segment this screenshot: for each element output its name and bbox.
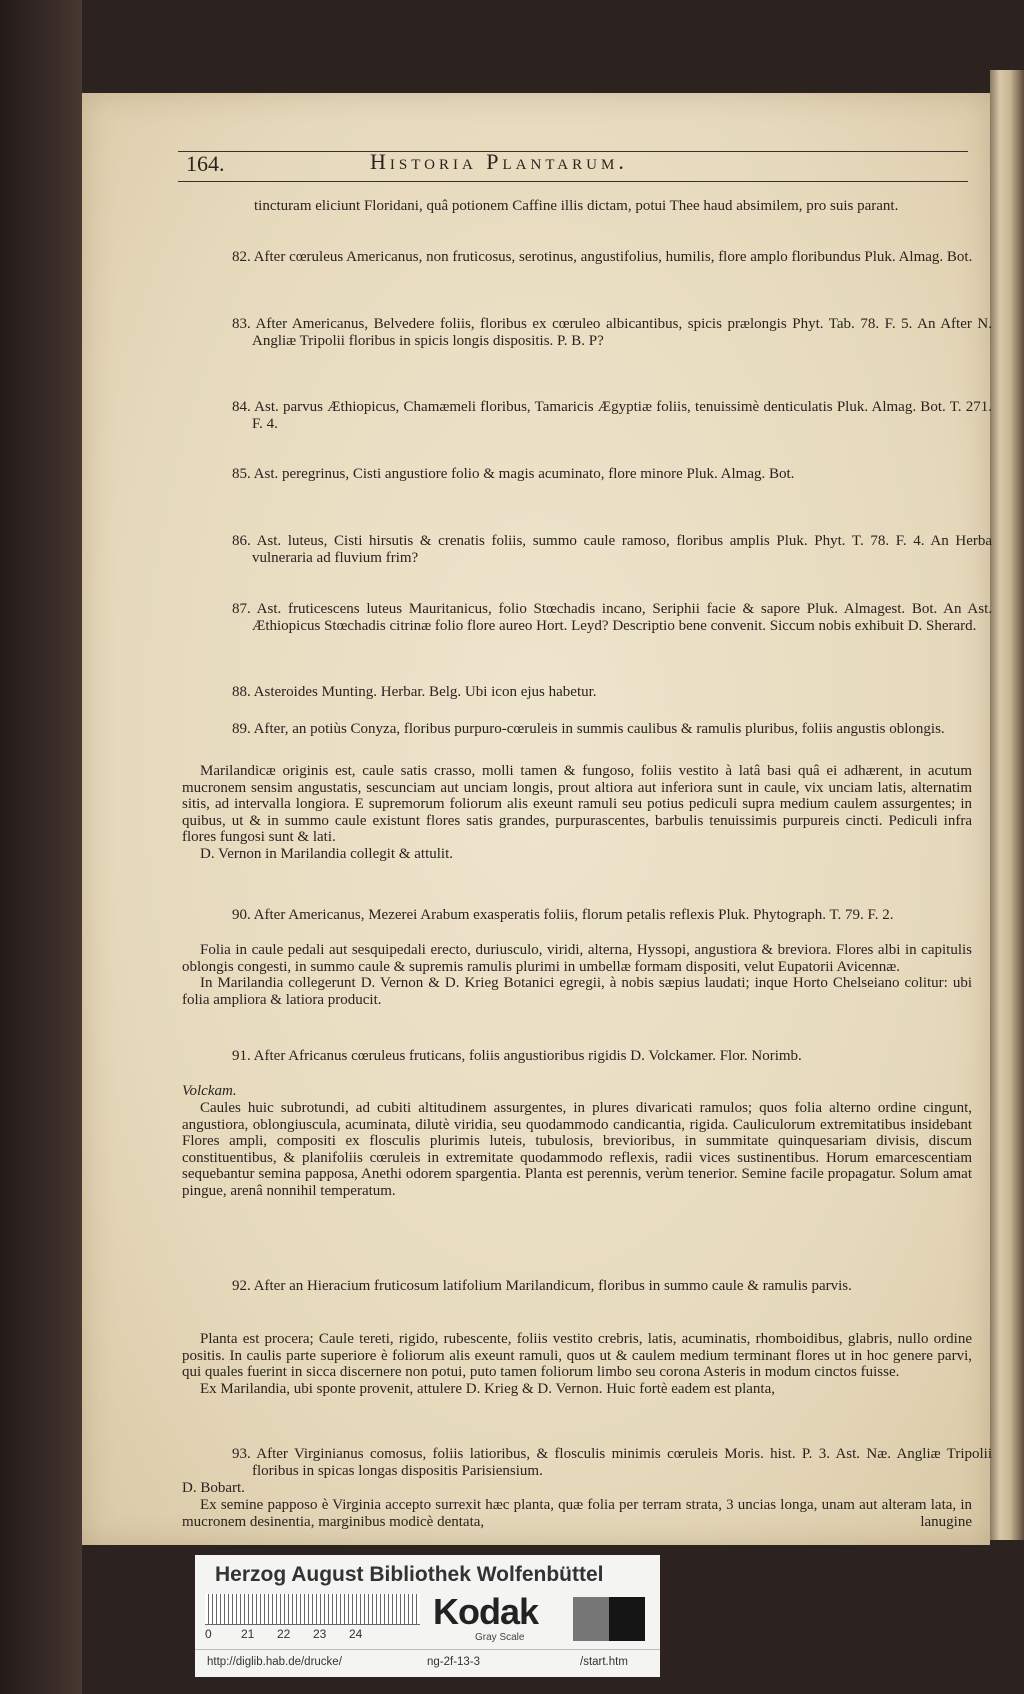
entry-90: 90. After Americanus, Mezerei Arabum exasperatis foliis, florum petalis reflexis Pluk. Phytograph. T. 79. F. 2. bbox=[232, 907, 894, 923]
entry-84: 84. Ast. parvus Æthiopicus, Chamæmeli floribus, Tamaricis Ægyptiæ foliis, tenuissimè denticulatis Pluk. Almag. Bot. T. 271. F. 4. bbox=[232, 399, 992, 432]
paragraph-89-body: Marilandicæ originis est, caule satis crasso, molli tamen & fungoso, foliis vestito à latâ basi quâ ei adhærent, in acutum mucronem sensim angustatis, sescunciam aut unciam longis, prout altiora aut inferiora sunt in caule, vix unciam latis, alternatim sitis, ad intervalla longiora. E supremorum foliorum alis exeunt ramuli seu potius pediculi supra medium caulem assurgentes; in quibus, ut & in summo caule existunt flores satis grandes, purpurascentes, barbulis tenuissimis purpureis cincti. Pediculi infra flores fungosi sunt & lati. bbox=[182, 763, 972, 845]
gray-swatch bbox=[573, 1597, 609, 1641]
header-rule-bottom bbox=[178, 181, 968, 182]
scale-ruler bbox=[205, 1594, 420, 1625]
scale-numbers bbox=[205, 1627, 425, 1641]
black-swatch bbox=[609, 1597, 645, 1641]
paragraph-93 bbox=[182, 1497, 972, 1530]
book-page bbox=[82, 93, 990, 1545]
entry-93: 93. After Virginianus comosus, foliis latioribus, & flosculis minimis cœruleis Moris. hist. P. 3. Ast. Næ. Angliæ Tripolii floribus in spicas longas dispositis Parisiensium. bbox=[232, 1446, 992, 1479]
entry-86: 86. Ast. luteus, Cisti hirsutis & crenatis foliis, summo caule ramoso, floribus amplis Pluk. Phyt. T. 78. F. 4. An Herba vulneraria ad fluvium frim? bbox=[232, 533, 992, 566]
paragraph-90-body: Folia in caule pedali aut sesquipedali erecto, duriusculo, viridi, alterna, Hyssopi, angustiora & breviora. Flores albi in capitulis oblongis congesti, in summo caule & supremis ramulis plurimi in umbellæ formam dispositi, velut Eupatorii Avicennæ. bbox=[182, 942, 972, 975]
entry-88: 88. Asteroides Munting. Herbar. Belg. Ubi icon ejus habetur. bbox=[232, 684, 597, 700]
paragraph-91-body: Caules huic subrotundi, ad cubiti altitudinem assurgentes, in plures divaricati ramulos; quos folia alterno ordine cingunt, angustiora, oblongiuscula, acuminata, dilutè viridia, seu quodammodo candicantia, rigida. Cauliculorum extremitatibus insidebant Flores ampli, compositi ex flosculis plurimis luteis, tubulosis, brevioribus, in summitate quinquesariam divisis, discum constituentibus, & planifoliis cœruleis in extremitate quodammodo reflexis, radii vices sustinentibus. Horum emarcescentiam sequebantur semina papposa, Anethi odorem spargentia. Planta est perennis, verùm tenerior. Semine facile propagatur. Solum amat pingue, arenâ nonnihil temperatum. bbox=[182, 1100, 972, 1199]
entry-85: 85. Ast. peregrinus, Cisti angustiore folio & magis acuminato, flore minore Pluk. Almag. Bot. bbox=[232, 466, 795, 482]
paragraph-93-body: Ex semine papposo è Virginia accepto surrexit hæc planta, quæ folia per terram strata, 3 uncias longa, unam aut alteram lata, in mucronem desinentia, marginibus modicè dentata, bbox=[182, 1497, 972, 1530]
binding-shadow bbox=[0, 0, 82, 1694]
library-url: http://diglib.hab.de/drucke/ bbox=[207, 1656, 342, 1668]
paragraph-89 bbox=[182, 763, 972, 862]
entry-82: 82. After cœruleus Americanus, non fruticosus, serotinus, angustifolius, humilis, flore amplo floribundus Pluk. Almag. Bot. bbox=[232, 249, 973, 265]
card-divider bbox=[195, 1649, 660, 1650]
scale-number: 24 bbox=[349, 1627, 363, 1641]
scale-number: 22 bbox=[277, 1627, 291, 1641]
kodak-logo: Kodak bbox=[433, 1591, 539, 1632]
library-label-card bbox=[195, 1555, 660, 1677]
paragraph-92-note: Ex Marilandia, ubi sponte provenit, attulere D. Krieg & D. Vernon. Huic fortè eadem est planta, bbox=[200, 1380, 775, 1397]
paragraph-90-note: In Marilandia collegerunt D. Vernon & D. Krieg Botanici egregii, à nobis sæpius laudati; inque Horto Chelseiano colitur: ubi folia ampliora & latiora producit. bbox=[182, 975, 972, 1008]
scale-number: 0 bbox=[205, 1627, 212, 1641]
running-head: Historia Plantarum. bbox=[370, 149, 628, 174]
start-link: /start.htm bbox=[580, 1656, 628, 1668]
entry-89: 89. After, an potiùs Conyza, floribus purpuro-cœruleis in summis caulibus & ramulis pluribus, foliis angustis oblongis. bbox=[232, 721, 945, 737]
entry-83: 83. After Americanus, Belvedere foliis, floribus ex cœruleo albicantibus, spicis prælongis Phyt. Tab. 78. F. 5. An After N. Angliæ Tripolii floribus in spicis longis dispositis. P. B. P? bbox=[232, 316, 992, 349]
entry-93-author: D. Bobart. bbox=[182, 1480, 245, 1496]
paragraph-89-note: D. Vernon in Marilandia collegit & attulit. bbox=[200, 845, 454, 862]
catchword: lanugine bbox=[920, 1514, 972, 1530]
entry-91: 91. After Africanus cœruleus fruticans, foliis angustioribus rigidis D. Volckamer. Flor. Norimb. bbox=[232, 1048, 802, 1064]
entry-91-author: Volckam. bbox=[182, 1083, 237, 1099]
entry-92: 92. After an Hieracium fruticosum latifolium Marilandicum, floribus in summo caule & ramulis parvis. bbox=[232, 1278, 852, 1294]
scale-number: 21 bbox=[241, 1627, 255, 1641]
entry-87: 87. Ast. fruticescens luteus Mauritanicus, folio Stœchadis incano, Seriphii facie & sapore Pluk. Almagest. Bot. An Ast. Æthiopicus Stœchadis citrinæ folio flore aureo Hort. Leyd? Descriptio bene convenit. Siccum nobis exhibuit D. Sherard. bbox=[232, 601, 992, 634]
intro-text: tincturam eliciunt Floridani, quâ potionem Caffine illis dictam, potui Thee haud absimilem, pro suis parant. bbox=[254, 198, 899, 214]
paragraph-92-body: Planta est procera; Caule tereti, rigido, rubescente, foliis vestito crebris, latis, acuminatis, rhomboidibus, glabris, nullo ordine positis. In caulis parte superiore è foliorum alis exeunt ramuli, quos ut & caulem medium terminant flores ut in hoc genere parvi, qui quales fuerint in sicca discernere non potui, puto tamen foliorum limbo seu corona Asteris in modum cinctos fuisse. bbox=[182, 1331, 972, 1380]
page-edge bbox=[990, 70, 1024, 1540]
library-name: Herzog August Bibliothek Wolfenbüttel bbox=[215, 1563, 604, 1586]
shelf-signature: ng-2f-13-3 bbox=[427, 1656, 481, 1668]
page-number: 164. bbox=[186, 151, 225, 176]
paragraph-90 bbox=[182, 942, 972, 1008]
paragraph-91 bbox=[182, 1100, 972, 1199]
gray-scale-label: Gray Scale bbox=[475, 1632, 525, 1643]
scale-number: 23 bbox=[313, 1627, 327, 1641]
paragraph-92 bbox=[182, 1331, 972, 1397]
